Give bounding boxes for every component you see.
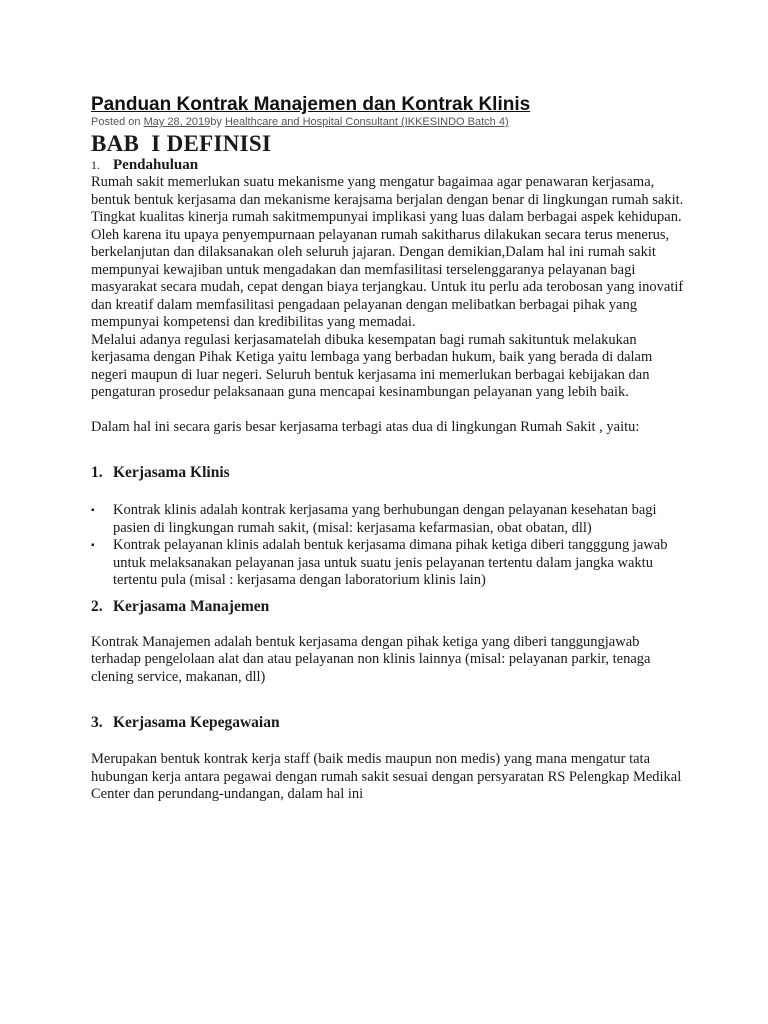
post-title[interactable]: Panduan Kontrak Manajemen dan Kontrak Klinis [91,94,531,115]
list-item-text: Kontrak klinis adalah kontrak kerjasama yang berhubungan dengan pelayanan kesehatan bagi pasien di lingkungan rumah sakit, (misal: kerjasama kefarmasian, obat obatan, dll) [113,502,657,536]
bullet-icon: ▪ [91,540,95,551]
section-number: 3. [91,714,103,731]
paragraph-intro: Rumah sakit memerlukan suatu mekanisme yang mengatur bagaimaa agar penawaran kerjasama, bentuk bentuk kerjasama dan mekanisme kerajsama berjalan dengan benar di lingkungan rumah sakit. Tingkat kualitas kinerja rumah sakitmempunyai implikasi yang luas dalam berbagai aspek kehidupan. Oleh karena itu upaya penyempurnaan pelayanan rumah sakitharus dilakukan secara terus menerus, berkelanjutan dan dilaksanakan oleh seluruh jajaran. Dengan demikian,Dalam hal ini rumah sakit mempunyai kewajiban untuk mengadakan dan memfasilitasi terselenggaranya pelayanan bagi masyarakat secara mudah, cepat dengan biaya terjangkau. Untuk itu perlu ada terobosan yang inovatif dan kreatif dalam memfasilitasi pengadaan pelayanan dengan melibatkan berbagai pihak yang mempunyai kompetensi dan kredibilitas yang memadai. [91,174,684,330]
section-heading-kerjasama-manajemen [91,598,691,616]
document-page [91,94,691,804]
section-number: 1. [91,464,103,481]
author-link[interactable]: Healthcare and Hospital Consultant (IKKESINDO Batch 4) [224,116,509,128]
post-meta [91,116,691,129]
chapter-title: BAB I DEFINISI [91,131,272,156]
pendahuluan-heading [91,157,691,174]
list-item-text: Kontrak pelayanan klinis adalah bentuk kerjasama dimana pihak ketiga diberi tangggung jawab untuk melaksanakan pelayanan jasa untuk suatu jenis pelayanan tertentu dalam jangka waktu tertentu pula (misal : kerjasama dengan laboratorium klinis lain) [113,537,668,588]
pendahuluan-number: 1. [91,158,100,172]
pendahuluan-label: Pendahuluan [113,157,199,173]
list-item [91,537,691,590]
paragraph-kontrak-manajemen: Kontrak Manajemen adalah bentuk kerjasama dengan pihak ketiga yang diberi tanggungjawab terhadap pengelolaan alat dan atau pelayanan non klinis lainnya (misal: pelayanan parkir, tenaga clening service, makanan, dll) [91,633,651,685]
section-title: Kerjasama Kepegawaian [113,714,280,731]
section-heading-kerjasama-kepegawaian [91,714,691,732]
paragraph-overview: Dalam hal ini secara garis besar kerjasama terbagi atas dua di lingkungan Rumah Sakit , yaitu: [91,418,640,435]
list-item [91,502,691,537]
paragraph-kepegawaian: Merupakan bentuk kontrak kerja staff (baik medis maupun non medis) yang mana mengatur tata hubungan kerja antara pegawai dengan rumah sakit sesuai dengan persyaratan RS Pelengkap Medikal Center dan perundang-undangan, dalam hal ini [91,751,682,802]
bullet-icon: ▪ [91,505,95,516]
section-title: Kerjasama Manajemen [113,597,270,615]
by-label: by [210,116,225,128]
posted-on-label: Posted on [91,116,144,128]
section-title: Kerjasama Klinis [113,464,230,481]
kerjasama-klinis-list [91,502,691,590]
post-date-link[interactable]: May 28, 2019 [143,116,211,128]
paragraph-regulation: Melalui adanya regulasi kerjasamatelah dibuka kesempatan bagi rumah sakituntuk melakukan kerjasama dengan Pihak Ketiga yaitu lembaga yang berbadan hukum, baik yang berada di dalam negeri maupun di luar negeri. Seluruh bentuk kerjasama ini memerlukan berbagai kebijakan dan pengaturan prosedur pelaksanaan guna mencapai kesinambungan pelayanan yang lebih baik. [91,331,653,400]
section-heading-kerjasama-klinis [91,464,691,482]
section-number: 2. [91,597,103,615]
